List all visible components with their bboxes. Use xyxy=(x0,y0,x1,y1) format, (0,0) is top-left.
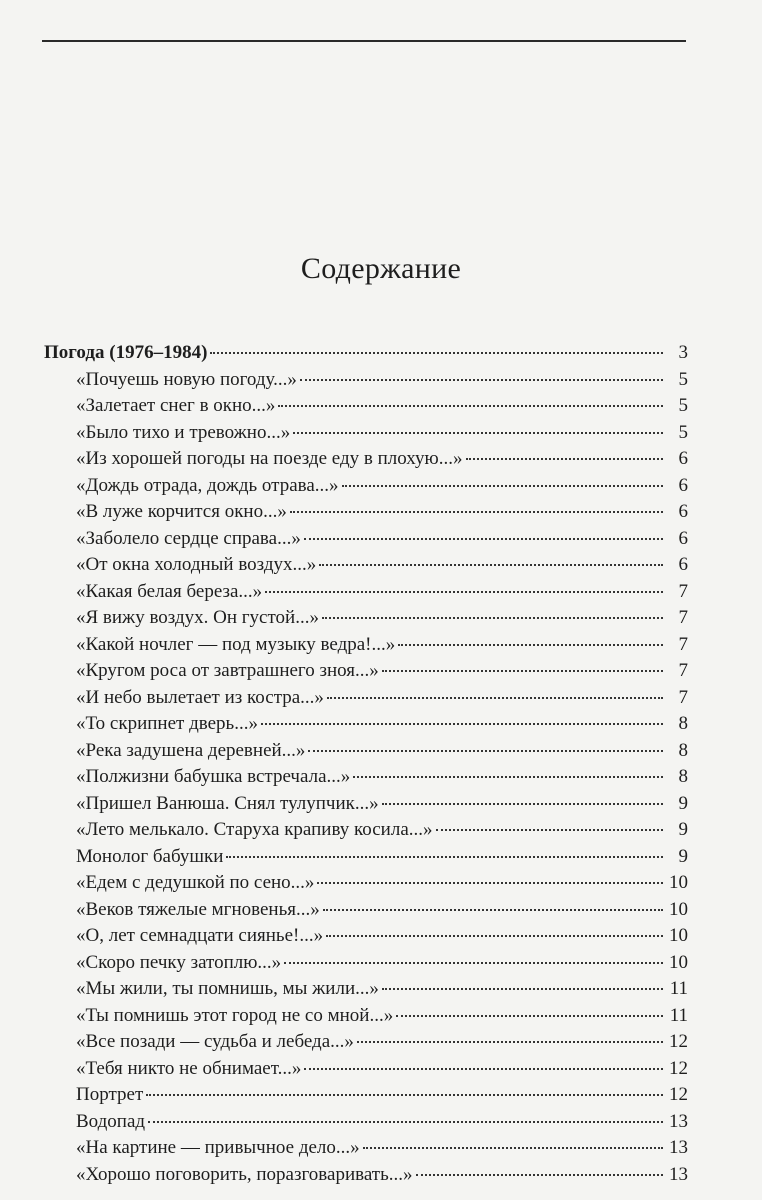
toc-entry-page: 6 xyxy=(678,448,688,469)
toc-leader-dots xyxy=(398,643,663,646)
toc-entry-page: 13 xyxy=(669,1110,688,1132)
toc-leader-dots xyxy=(323,908,663,911)
toc-leader-dots xyxy=(293,431,663,434)
toc-leader-dots xyxy=(363,1146,663,1149)
toc-entry-title: Монолог бабушки xyxy=(76,845,224,867)
toc-leader-dots xyxy=(327,696,663,699)
toc-entry-page: 7 xyxy=(678,660,688,681)
toc-entry-page: 5 xyxy=(678,395,688,416)
toc-entry[interactable] xyxy=(44,817,688,844)
toc-entry[interactable] xyxy=(44,738,688,765)
toc-entry[interactable] xyxy=(44,950,688,977)
toc-entry-title: «В луже корчится окно...» xyxy=(76,501,287,522)
toc-entry[interactable] xyxy=(44,446,688,473)
toc-leader-dots xyxy=(304,537,663,540)
toc-entry-title: «Было тихо и тревожно...» xyxy=(76,421,291,443)
toc-entry-page: 5 xyxy=(678,421,688,443)
toc-entry[interactable] xyxy=(44,1135,688,1162)
toc-items xyxy=(44,367,688,1189)
toc-entry[interactable] xyxy=(44,844,688,871)
toc-entry-page: 6 xyxy=(678,527,688,549)
toc-entry-title: «Скоро печку затоплю...» xyxy=(76,951,282,973)
header-rule xyxy=(42,40,686,42)
toc-leader-dots xyxy=(226,855,663,858)
toc-entry-title: «Дождь отрада, дождь отрава...» xyxy=(76,474,339,496)
toc-entry[interactable] xyxy=(44,923,688,950)
toc-entry[interactable] xyxy=(44,1029,688,1056)
page-title: Содержание xyxy=(300,252,462,285)
toc-entry-page: 10 xyxy=(669,872,688,893)
toc-entry-page: 10 xyxy=(669,951,688,973)
toc-entry-page: 9 xyxy=(678,819,688,840)
toc-section[interactable] xyxy=(44,340,688,367)
toc-entry-title: «Лето мелькало. Старуха крапиву косила...» xyxy=(76,819,433,840)
toc-entry-page: 6 xyxy=(678,474,688,496)
toc-entry-page: 7 xyxy=(678,633,688,655)
toc-entry-page: 10 xyxy=(669,898,688,920)
toc-entry-title: «Река задушена деревней...» xyxy=(76,739,306,761)
toc-entry-title: «Залетает снег в окно...» xyxy=(76,395,276,416)
toc-section-page: 3 xyxy=(678,342,688,363)
toc-entry-page: 13 xyxy=(669,1137,688,1158)
toc-entry-title: «То скрипнет дверь...» xyxy=(76,713,258,734)
toc-leader-dots xyxy=(396,1014,663,1017)
toc-entry-title: Портрет xyxy=(76,1084,144,1105)
toc-leader-dots xyxy=(146,1093,663,1096)
toc-leader-dots xyxy=(300,378,663,381)
toc-entry-title: «О, лет семнадцати сиянье!...» xyxy=(76,925,324,946)
toc-entry-title: «Едем с дедушкой по сено...» xyxy=(76,872,315,893)
toc-leader-dots xyxy=(322,616,663,619)
toc-entry-page: 7 xyxy=(678,607,688,628)
toc-entry[interactable] xyxy=(44,473,688,500)
toc-entry-page: 8 xyxy=(678,766,688,787)
toc-entry-page: 6 xyxy=(678,501,688,522)
toc-entry-title: «На картине — привычное дело...» xyxy=(76,1137,360,1158)
toc-entry-title: «Тебя никто не обнимает...» xyxy=(76,1057,302,1079)
toc-entry-page: 11 xyxy=(669,1004,688,1026)
toc-entry-page: 5 xyxy=(678,368,688,390)
toc-entry-title: «От окна холодный воздух...» xyxy=(76,554,317,575)
toc-leader-dots xyxy=(290,510,663,513)
toc-entry[interactable] xyxy=(44,393,688,420)
toc-section-title: Погода (1976–1984) xyxy=(44,342,208,363)
toc-leader-dots xyxy=(317,881,663,884)
toc-entry-page: 7 xyxy=(678,686,688,708)
toc-entry-title: «Я вижу воздух. Он густой...» xyxy=(76,607,319,628)
toc-entry-page: 12 xyxy=(669,1084,688,1105)
toc-leader-dots xyxy=(382,987,663,990)
toc-leader-dots xyxy=(265,590,663,593)
toc-entry-page: 8 xyxy=(678,713,688,734)
toc-leader-dots xyxy=(382,669,663,672)
table-of-contents xyxy=(44,340,688,1188)
toc-leader-dots xyxy=(284,961,663,964)
toc-entry-title: «Заболело сердце справа...» xyxy=(76,527,301,549)
toc-entry-page: 9 xyxy=(678,845,688,867)
toc-entry-page: 10 xyxy=(669,925,688,946)
toc-leader-dots xyxy=(148,1120,663,1123)
toc-entry-title: «Пришел Ванюша. Снял тулупчик...» xyxy=(76,792,379,814)
toc-entry[interactable] xyxy=(44,685,688,712)
toc-entry-title: «И небо вылетает из костра...» xyxy=(76,686,324,708)
toc-entry[interactable] xyxy=(44,976,688,1003)
toc-entry-title: «Какой ночлег — под музыку ведра!...» xyxy=(76,633,396,655)
toc-entry-page: 6 xyxy=(678,554,688,575)
toc-leader-dots xyxy=(382,802,663,805)
toc-entry-page: 13 xyxy=(669,1163,688,1185)
toc-entry[interactable] xyxy=(44,632,688,659)
toc-entry[interactable] xyxy=(44,367,688,394)
toc-leader-dots xyxy=(436,828,663,831)
toc-entry-title: «Кругом роса от завтрашнего зноя...» xyxy=(76,660,379,681)
toc-entry[interactable] xyxy=(44,1162,688,1189)
toc-entry-title: «Хорошо поговорить, поразговаривать...» xyxy=(76,1163,413,1185)
toc-entry-title: «Какая белая береза...» xyxy=(76,580,263,602)
toc-entry[interactable] xyxy=(44,711,688,738)
toc-entry-title: «Из хорошей погоды на поезде еду в плохую...» xyxy=(76,448,463,469)
toc-leader-dots xyxy=(210,351,663,354)
toc-entry-title: «Ты помнишь этот город не со мной...» xyxy=(76,1004,394,1026)
toc-entry-title: «Веков тяжелые мгновенья...» xyxy=(76,898,320,920)
toc-entry-title: «Почуешь новую погоду...» xyxy=(76,368,297,390)
toc-entry-page: 9 xyxy=(678,792,688,814)
toc-entry[interactable] xyxy=(44,1109,688,1136)
toc-entry[interactable] xyxy=(44,658,688,685)
toc-leader-dots xyxy=(278,404,663,407)
toc-entry[interactable] xyxy=(44,499,688,526)
toc-leader-dots xyxy=(342,484,663,487)
toc-entry[interactable] xyxy=(44,897,688,924)
toc-entry[interactable] xyxy=(44,1003,688,1030)
toc-entry[interactable] xyxy=(44,1056,688,1083)
toc-leader-dots xyxy=(416,1173,664,1176)
toc-entry[interactable] xyxy=(44,764,688,791)
toc-entry[interactable] xyxy=(44,1082,688,1109)
toc-leader-dots xyxy=(308,749,663,752)
toc-entry-page: 12 xyxy=(669,1031,688,1052)
toc-entry[interactable] xyxy=(44,605,688,632)
toc-entry-page: 8 xyxy=(678,739,688,761)
toc-entry-title: «Полжизни бабушка встречала...» xyxy=(76,766,351,787)
toc-entry[interactable] xyxy=(44,526,688,553)
toc-entry[interactable] xyxy=(44,870,688,897)
toc-entry-page: 12 xyxy=(669,1057,688,1079)
toc-entry-title: Водопад xyxy=(76,1110,146,1132)
toc-entry[interactable] xyxy=(44,552,688,579)
toc-leader-dots xyxy=(466,457,663,460)
toc-entry-page: 7 xyxy=(678,580,688,602)
toc-entry-title: «Мы жили, ты помнишь, мы жили...» xyxy=(76,978,379,999)
toc-entry[interactable] xyxy=(44,420,688,447)
toc-entry[interactable] xyxy=(44,579,688,606)
toc-leader-dots xyxy=(353,775,663,778)
toc-leader-dots xyxy=(261,722,663,725)
toc-entry-title: «Все позади — судьба и лебеда...» xyxy=(76,1031,354,1052)
toc-leader-dots xyxy=(357,1040,663,1043)
toc-entry-page: 11 xyxy=(669,978,688,999)
toc-entry[interactable] xyxy=(44,791,688,818)
toc-leader-dots xyxy=(326,934,663,937)
toc-leader-dots xyxy=(304,1067,663,1070)
toc-leader-dots xyxy=(319,563,663,566)
